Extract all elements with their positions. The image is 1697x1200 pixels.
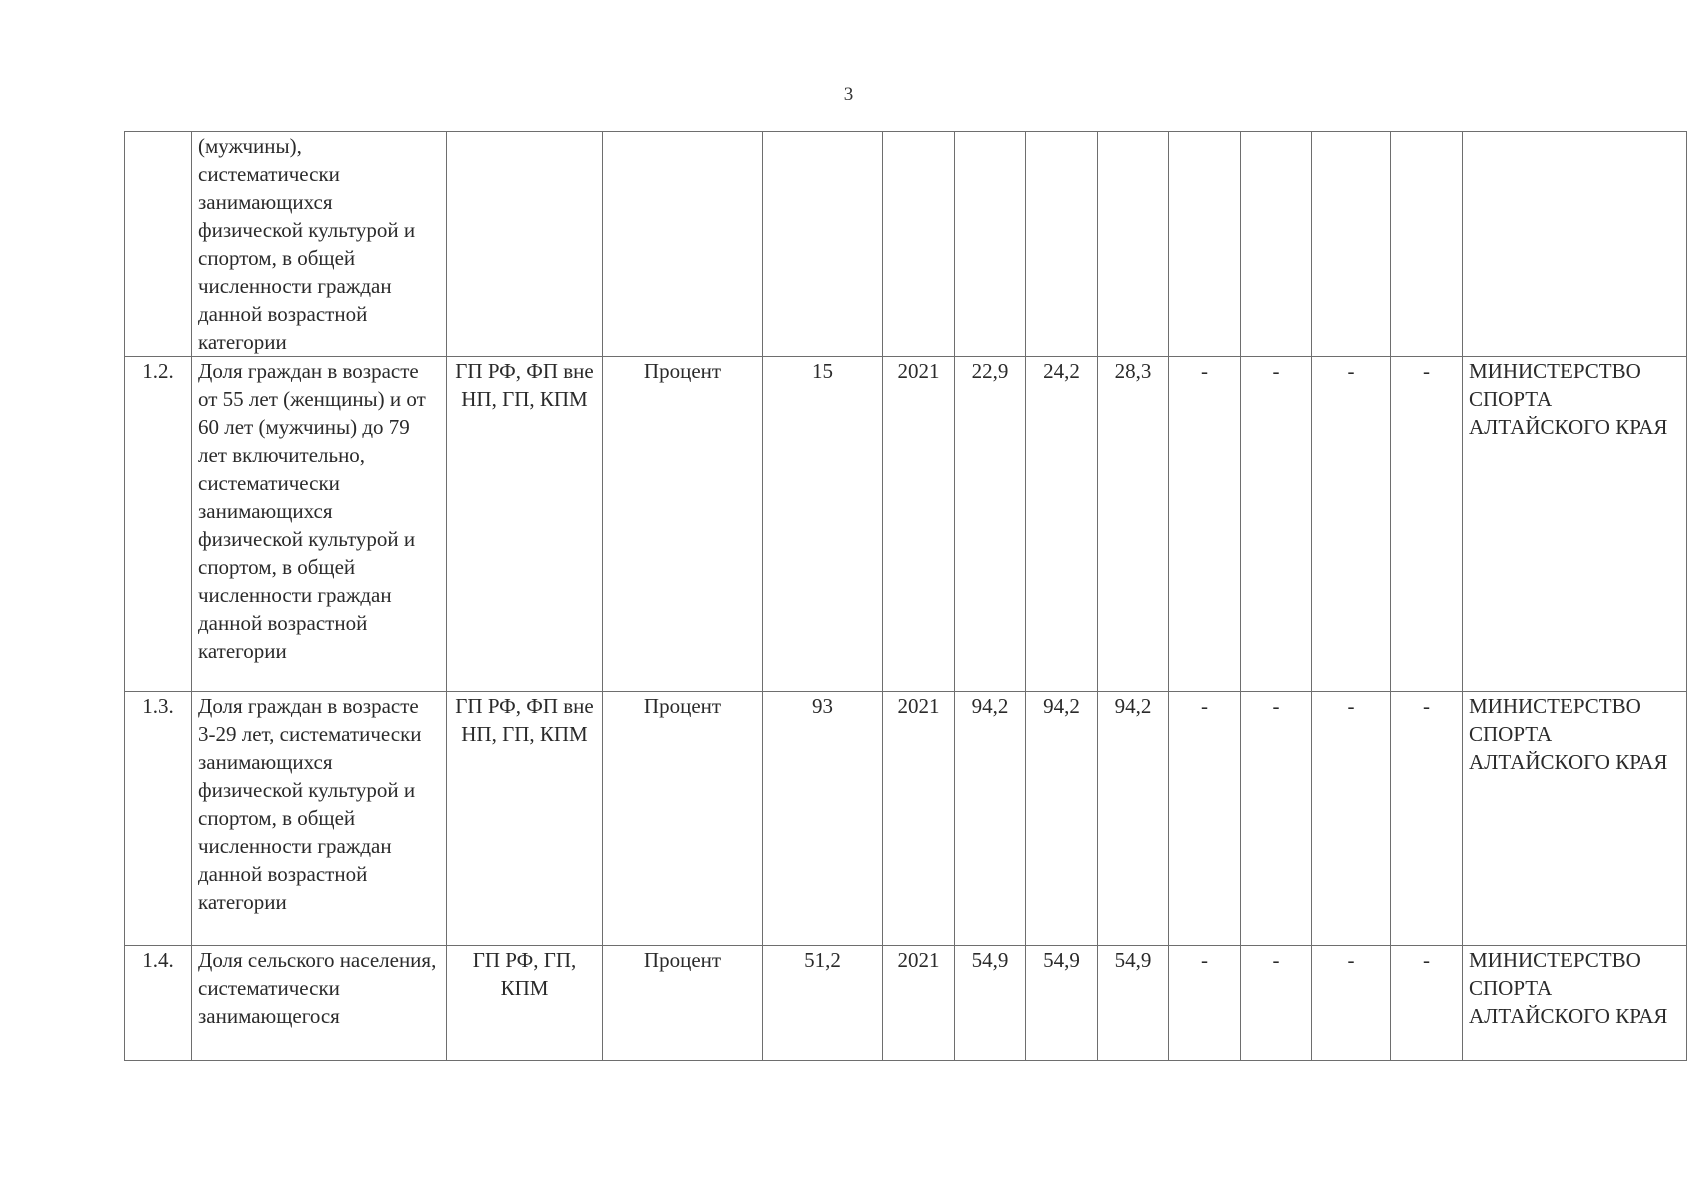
cell-value-4: -	[1169, 946, 1241, 1061]
cell-value-2	[1026, 132, 1098, 357]
table-row	[125, 946, 1687, 1061]
table-row	[125, 132, 1687, 357]
cell-value-2: 54,9	[1026, 946, 1098, 1061]
cell-unit: Процент	[603, 692, 763, 946]
cell-value-3: 28,3	[1098, 357, 1169, 692]
cell-value-2: 94,2	[1026, 692, 1098, 946]
cell-unit	[603, 132, 763, 357]
cell-value-7: -	[1391, 692, 1463, 946]
cell-number: 1.2.	[125, 357, 192, 692]
cell-base-value: 15	[763, 357, 883, 692]
cell-number: 1.4.	[125, 946, 192, 1061]
cell-value-3: 94,2	[1098, 692, 1169, 946]
cell-number	[125, 132, 192, 357]
cell-value-7	[1391, 132, 1463, 357]
cell-value-6: -	[1312, 357, 1391, 692]
cell-responsible: МИНИСТЕРСТВО СПОРТА АЛТАЙСКОГО КРАЯ	[1463, 946, 1687, 1061]
cell-indicator-name: (мужчины), систематически занимающихся физической культурой и спортом, в общей численности граждан данной возрастной категории	[192, 132, 447, 357]
cell-indicator-name: Доля граждан в возрасте от 55 лет (женщины) и от 60 лет (мужчины) до 79 лет включительно, систематически занимающихся физической культурой и спортом, в общей численности граждан данной возрастной категории	[192, 357, 447, 692]
cell-base-year: 2021	[883, 692, 955, 946]
page-number: 3	[843, 84, 854, 105]
indicators-table	[124, 131, 1687, 1061]
cell-unit: Процент	[603, 357, 763, 692]
cell-source: ГП РФ, ФП вне НП, ГП, КПМ	[447, 692, 603, 946]
cell-base-year: 2021	[883, 946, 955, 1061]
cell-base-value	[763, 132, 883, 357]
cell-value-5: -	[1241, 946, 1312, 1061]
cell-value-5: -	[1241, 692, 1312, 946]
cell-value-3: 54,9	[1098, 946, 1169, 1061]
cell-value-7: -	[1391, 946, 1463, 1061]
cell-value-6: -	[1312, 946, 1391, 1061]
cell-value-3	[1098, 132, 1169, 357]
cell-value-4: -	[1169, 357, 1241, 692]
cell-indicator-name: Доля сельского населения, систематически занимающегося	[192, 946, 447, 1061]
cell-value-1: 22,9	[955, 357, 1026, 692]
cell-base-year: 2021	[883, 357, 955, 692]
cell-number: 1.3.	[125, 692, 192, 946]
cell-base-value: 51,2	[763, 946, 883, 1061]
cell-value-1	[955, 132, 1026, 357]
table-row	[125, 692, 1687, 946]
cell-value-6: -	[1312, 692, 1391, 946]
cell-source: ГП РФ, ГП, КПМ	[447, 946, 603, 1061]
cell-base-value: 93	[763, 692, 883, 946]
cell-base-year	[883, 132, 955, 357]
cell-value-5: -	[1241, 357, 1312, 692]
cell-responsible: МИНИСТЕРСТВО СПОРТА АЛТАЙСКОГО КРАЯ	[1463, 692, 1687, 946]
cell-value-5	[1241, 132, 1312, 357]
cell-value-1: 94,2	[955, 692, 1026, 946]
cell-value-7: -	[1391, 357, 1463, 692]
cell-responsible	[1463, 132, 1687, 357]
cell-value-4	[1169, 132, 1241, 357]
cell-value-1: 54,9	[955, 946, 1026, 1061]
table-row	[125, 357, 1687, 692]
cell-source	[447, 132, 603, 357]
cell-value-6	[1312, 132, 1391, 357]
cell-responsible: МИНИСТЕРСТВО СПОРТА АЛТАЙСКОГО КРАЯ	[1463, 357, 1687, 692]
cell-value-4: -	[1169, 692, 1241, 946]
cell-value-2: 24,2	[1026, 357, 1098, 692]
cell-indicator-name: Доля граждан в возрасте 3-29 лет, систематически занимающихся физической культурой и спортом, в общей численности граждан данной возрастной категории	[192, 692, 447, 946]
cell-unit: Процент	[603, 946, 763, 1061]
cell-source: ГП РФ, ФП вне НП, ГП, КПМ	[447, 357, 603, 692]
